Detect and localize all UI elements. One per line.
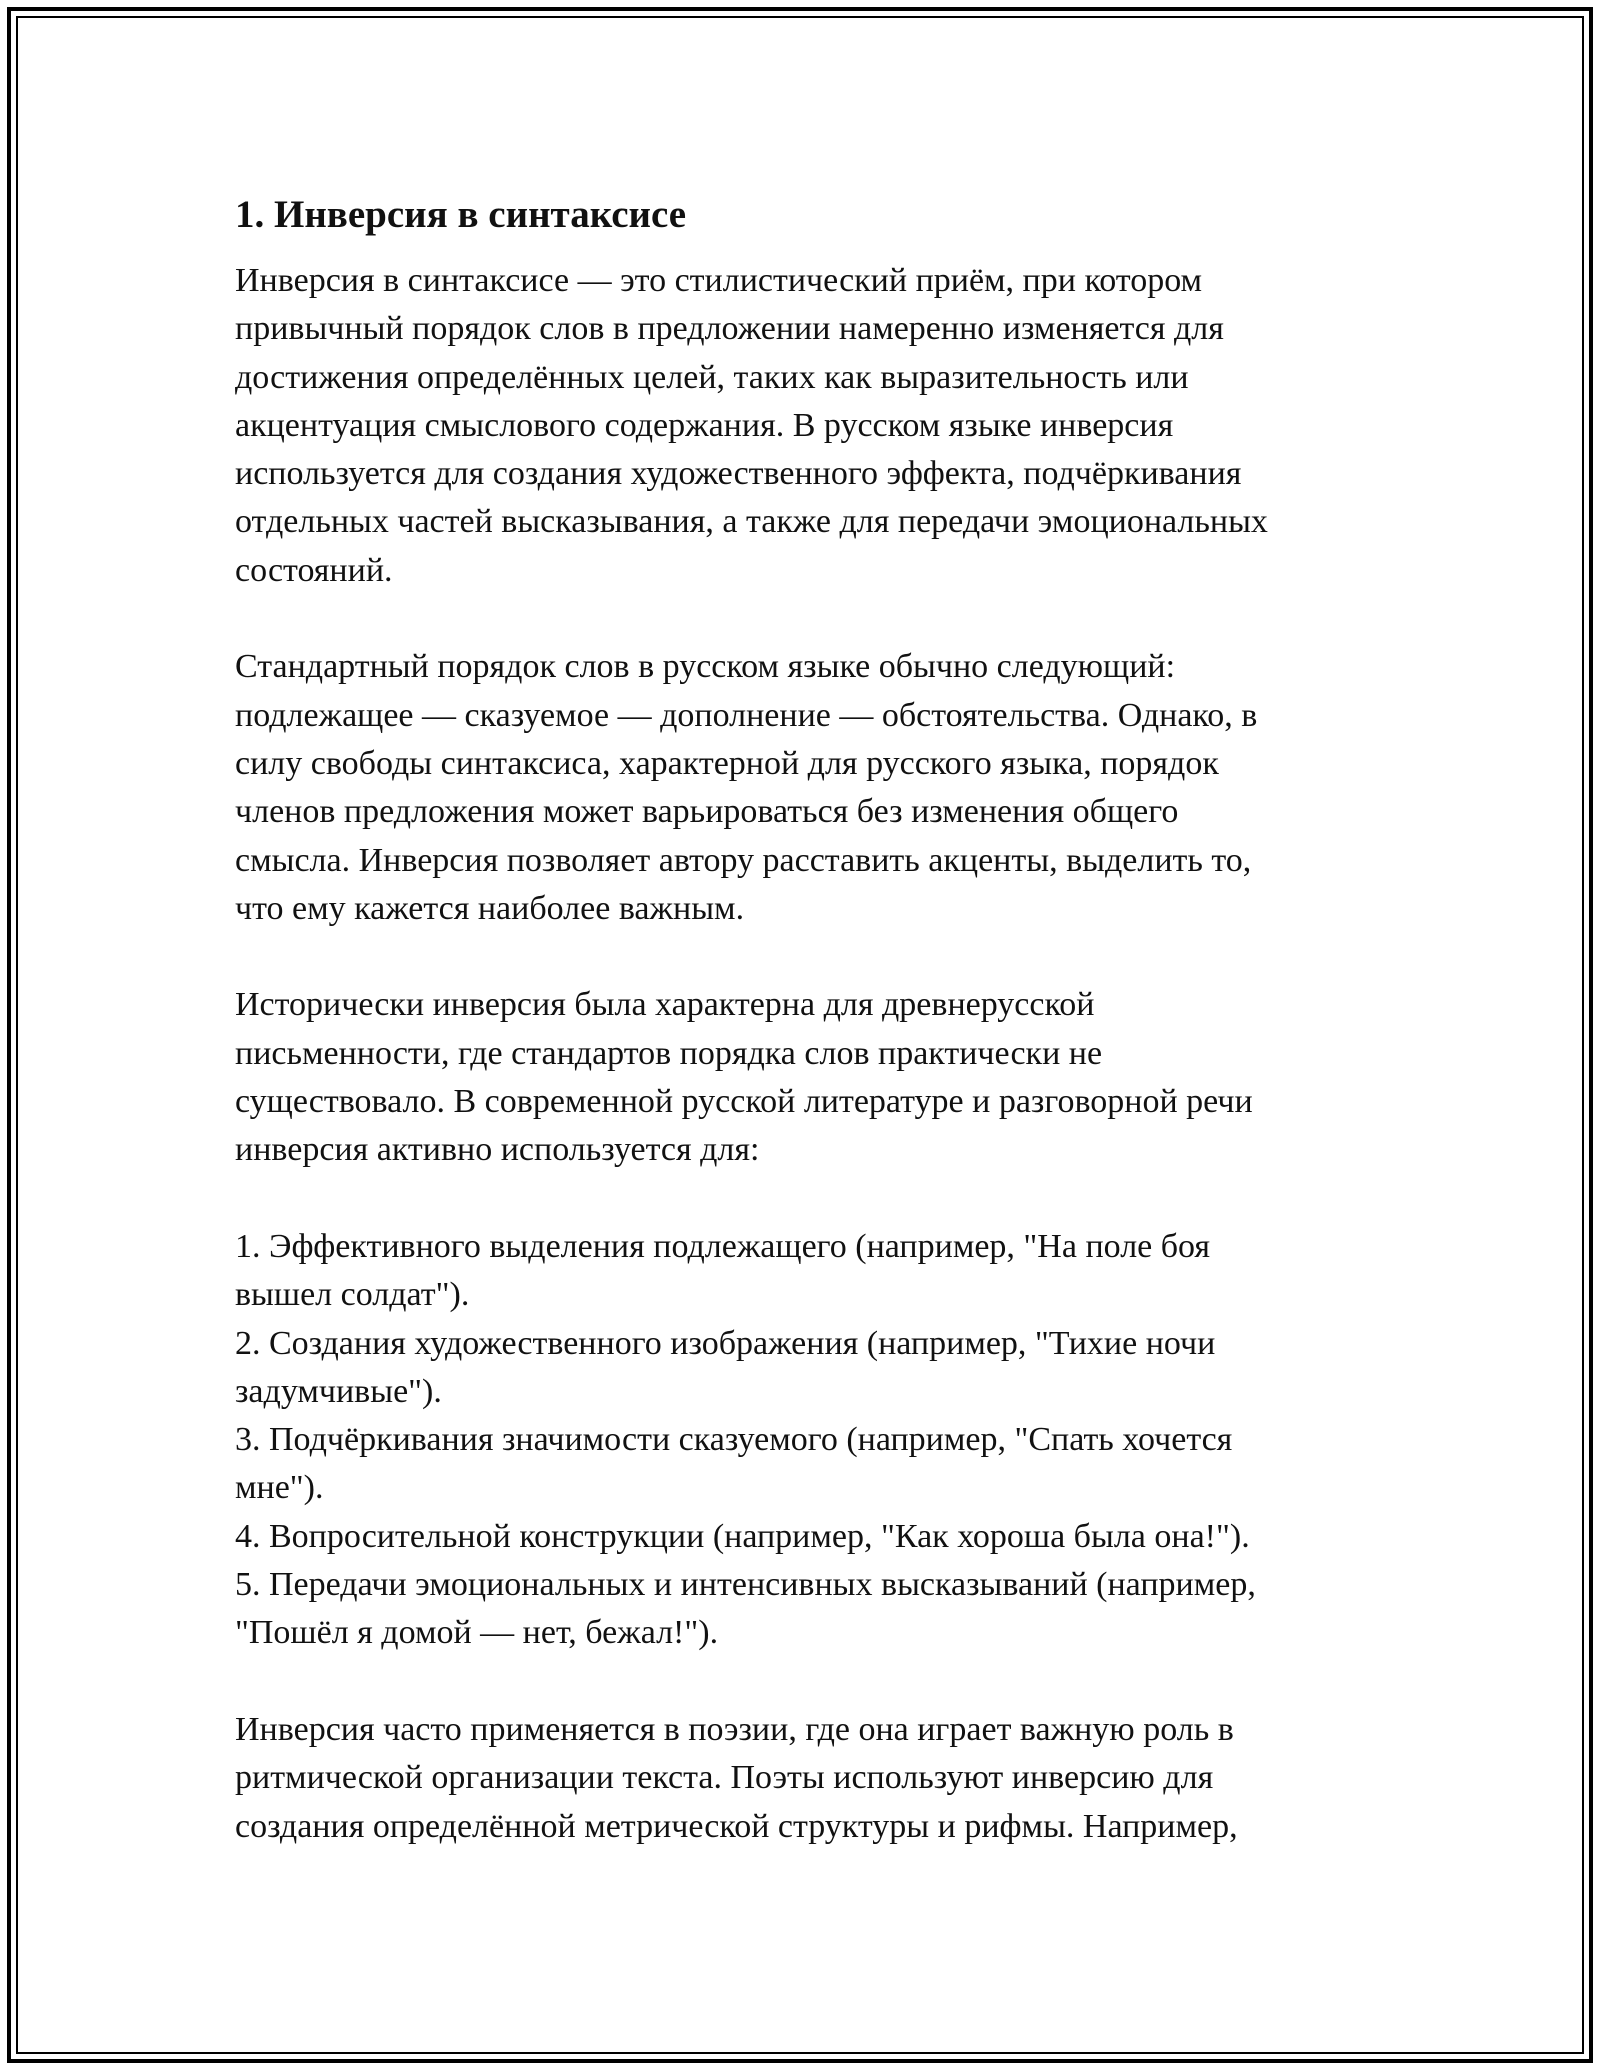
text-line: письменности, где стандартов порядка слов практически не bbox=[235, 1034, 1103, 1072]
paragraph-gap bbox=[235, 1658, 1375, 1706]
text-line: что ему кажется наиболее важным. bbox=[235, 889, 745, 927]
text-line: существовало. В современной русской литературе и разговорной речи bbox=[235, 1083, 1253, 1121]
text-line: привычный порядок слов в предложении намеренно изменяется для bbox=[235, 310, 1224, 348]
paragraph-history bbox=[235, 981, 1375, 1174]
document-body bbox=[235, 185, 1375, 1851]
paragraph-gap bbox=[235, 595, 1375, 643]
list-item-line: 4. Вопросительной конструкции (например, "Как хороша была она!"). bbox=[235, 1517, 1250, 1555]
text-line: отдельных частей высказывания, а также для передачи эмоциональных bbox=[235, 503, 1268, 541]
paragraph-definition bbox=[235, 257, 1375, 595]
text-line: смысла. Инверсия позволяет автору расставить акценты, выделить то, bbox=[235, 841, 1252, 879]
text-line: Стандартный порядок слов в русском языке обычно следующий: bbox=[235, 648, 1176, 686]
paragraph-gap bbox=[235, 1175, 1375, 1223]
list-item-line: 3. Подчёркивания значимости сказуемого (например, "Спать хочется bbox=[235, 1421, 1233, 1459]
text-line: подлежащее — сказуемое — дополнение — обстоятельства. Однако, в bbox=[235, 696, 1258, 734]
text-line: Исторически инверсия была характерна для древнерусской bbox=[235, 986, 1095, 1024]
text-line: Инверсия в синтаксисе — это стилистический приём, при котором bbox=[235, 262, 1203, 299]
text-line: силу свободы синтаксиса, характерной для русского языка, порядок bbox=[235, 744, 1219, 782]
section-heading: 1. Инверсия в синтаксисе bbox=[235, 193, 687, 236]
list-item-line: задумчивые"). bbox=[235, 1372, 442, 1410]
text-line: инверсия активно используется для: bbox=[235, 1131, 760, 1169]
list-item-line: 5. Передачи эмоциональных и интенсивных высказываний (например, bbox=[235, 1566, 1256, 1604]
paragraph-poetry bbox=[235, 1706, 1375, 1851]
text-line: используется для создания художественного эффекта, подчёркивания bbox=[235, 455, 1242, 493]
list-item-line: мне"). bbox=[235, 1469, 324, 1507]
text-line: достижения определённых целей, таких как выразительность или bbox=[235, 358, 1189, 396]
list-item-line: вышел солдат"). bbox=[235, 1276, 470, 1314]
text-line: Инверсия часто применяется в поэзии, где она играет важную роль в bbox=[235, 1710, 1234, 1748]
text-line: акцентуация смыслового содержания. В русском языке инверсия bbox=[235, 406, 1174, 444]
text-line: состояний. bbox=[235, 551, 393, 589]
paragraph-gap bbox=[235, 933, 1375, 981]
text-line: членов предложения может варьироваться без изменения общего bbox=[235, 793, 1179, 831]
numbered-list bbox=[235, 1223, 1375, 1658]
paragraph-word-order bbox=[235, 643, 1375, 933]
list-item-line: 1. Эффективного выделения подлежащего (например, "На поле боя bbox=[235, 1227, 1211, 1265]
list-item-line: 2. Создания художественного изображения (например, "Тихие ночи bbox=[235, 1324, 1216, 1362]
list-item-line: "Пошёл я домой — нет, бежал!"). bbox=[235, 1614, 719, 1652]
text-line: создания определённой метрической структуры и рифмы. Например, bbox=[235, 1807, 1238, 1845]
text-line: ритмической организации текста. Поэты используют инверсию для bbox=[235, 1759, 1214, 1797]
